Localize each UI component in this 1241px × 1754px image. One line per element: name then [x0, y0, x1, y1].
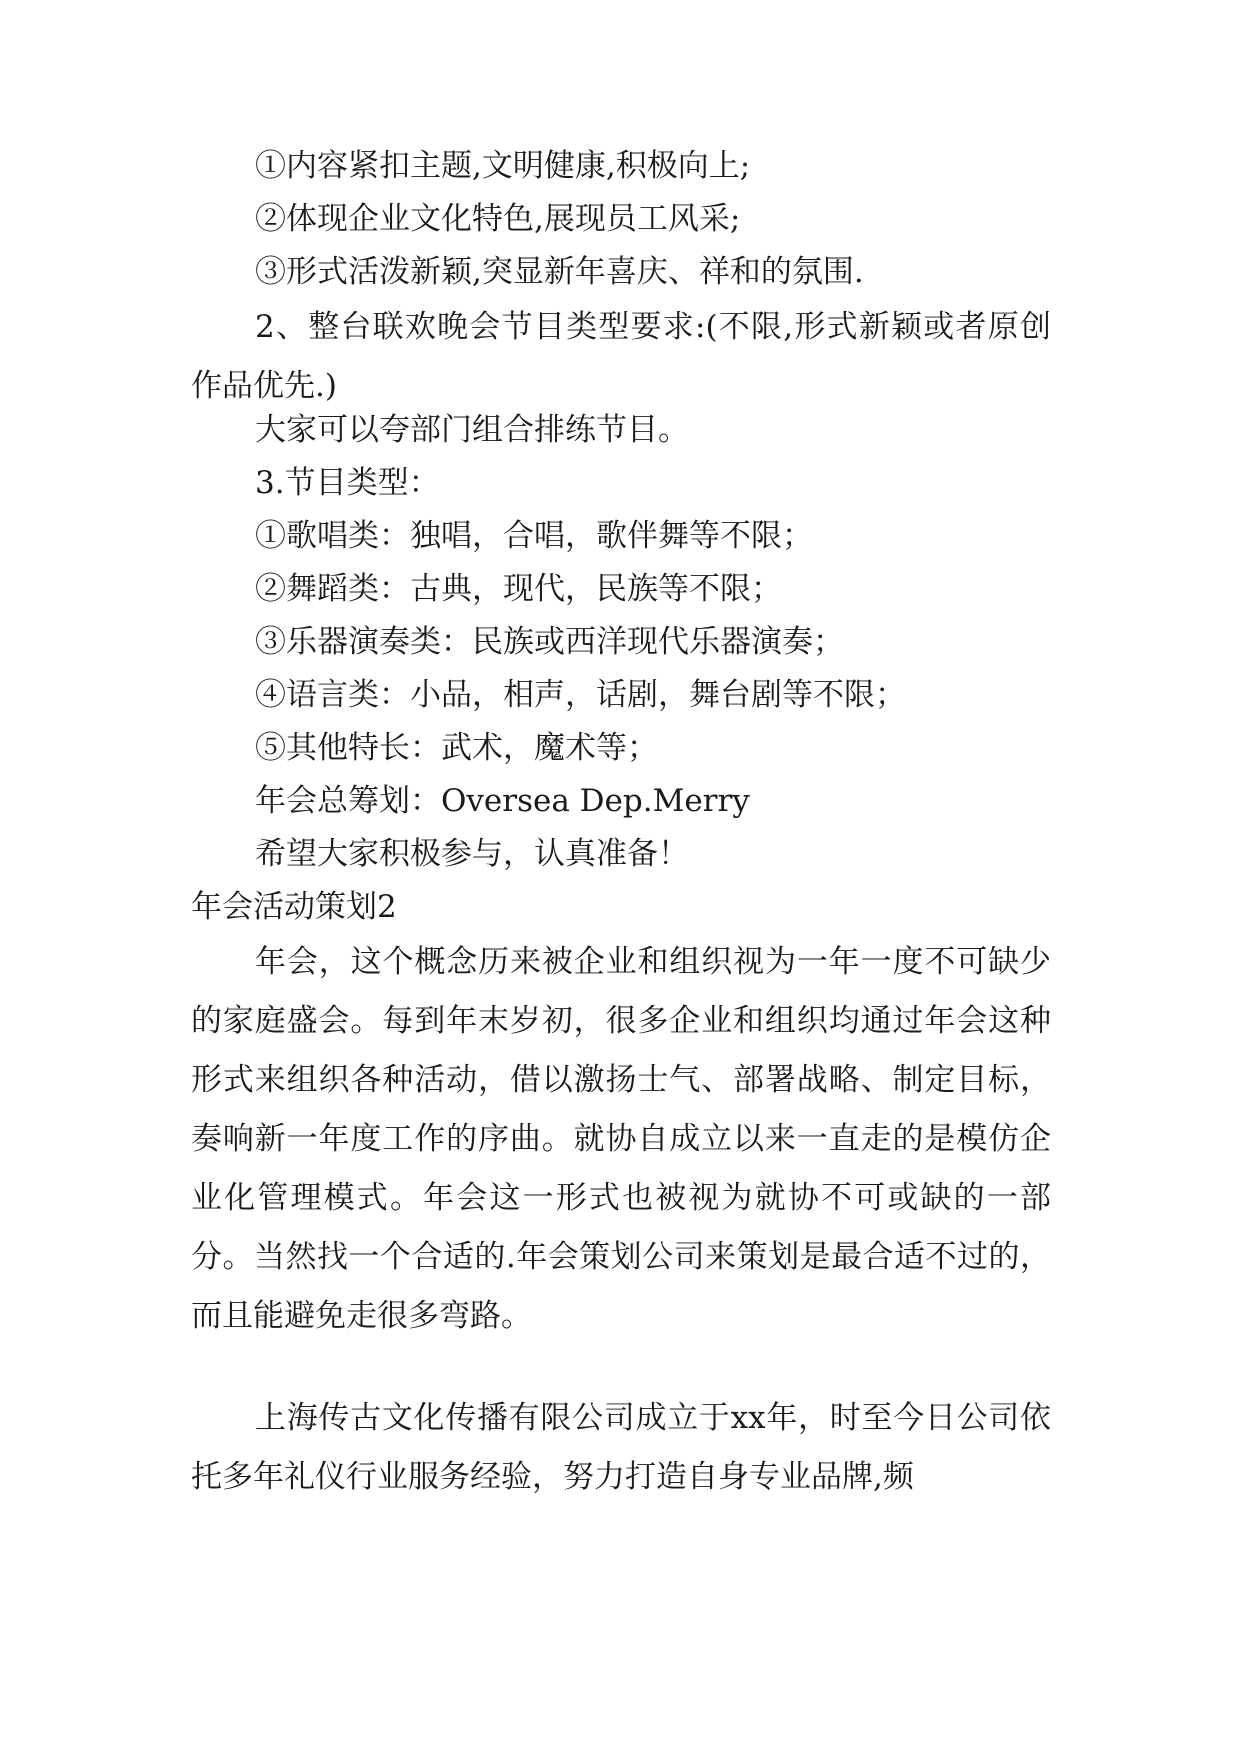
program-types-heading: 3.节目类型： [255, 465, 440, 501]
program-type-item: ③乐器演奏类：民族或西洋现代乐器演奏； [255, 624, 844, 660]
program-type-item: ⑤其他特长：武术，魔术等； [255, 730, 658, 766]
program-type-item: ①歌唱类：独唱，合唱，歌伴舞等不限； [255, 518, 813, 554]
department-note: 大家可以夸部门组合排练节目。 [255, 412, 689, 448]
requirement-line-3: ③形式活泼新颖,突显新年喜庆、祥和的氛围. [255, 254, 864, 290]
section-title: 年会活动策划2 [191, 889, 397, 925]
planner-line: 年会总筹划：Oversea Dep.Merry [255, 783, 750, 819]
program-type-item: ④语言类：小品，相声，话剧，舞台剧等不限； [255, 677, 906, 713]
requirement-line-2: ②体现企业文化特色,展现员工风采; [255, 201, 741, 237]
section-paragraph-1: 年会，这个概念历来被企业和组织视为一年一度不可缺少的家庭盛会。每到年末岁初，很多企业和组织均通过年会这种形式来组织各种活动，借以激扬士气、部署战略、制定目标，奏响新一年度工作的序曲。就协自成立以来一直走的是模仿企业化管理模式。年会这一形式也被视为就协不可或缺的一部分。当然找一个合适的.年会策划公司来策划是最合适不过的，而且能避免走很多弯路。 [191, 944, 1051, 1334]
program-type-item: ②舞蹈类：古典，现代，民族等不限； [255, 571, 782, 607]
requirement-line-1: ①内容紧扣主题,文明健康,积极向上; [255, 148, 751, 184]
program-type-requirement: 2、整台联欢晚会节目类型要求:(不限,形式新颖或者原创作品优先.) [191, 309, 1051, 404]
section-paragraph-2: 上海传古文化传播有限公司成立于xx年，时至今日公司依托多年礼仪行业服务经验，努力打造自身专业品牌,频 [191, 1400, 1051, 1495]
closing-line: 希望大家积极参与，认真准备！ [255, 836, 689, 872]
